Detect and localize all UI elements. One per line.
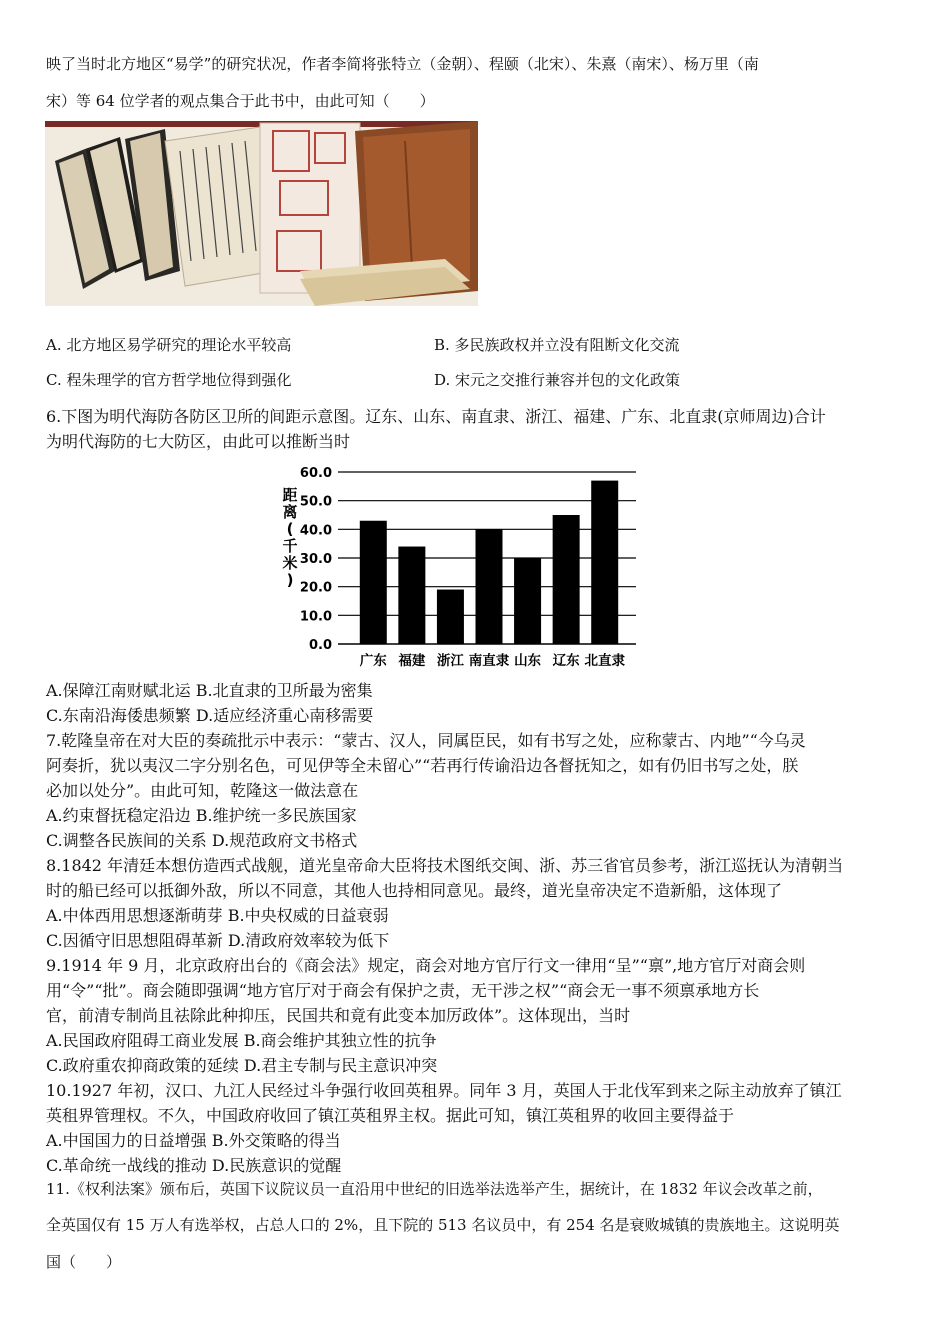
q7-stem-line-1: 7.乾隆皇帝在对大臣的奏疏批示中表示：“蒙古、汉人，同属臣民，如有书写之处，应称蒙古、内地”“今乌灵 [46,731,806,750]
q7-options-cd: C.调整各民族间的关系 D.规范政府文书格式 [46,831,358,850]
y-tick-label: 50.0 [299,494,332,510]
q9-stem-line-1: 9.1914 年 9 月，北京政府出台的《商会法》规定，商会对地方官厅行文一律用“呈”“禀”,地方官厅对商会则 [46,956,806,975]
y-tick-label: 20.0 [299,580,332,596]
q6-options-cd: C.东南沿海倭患频繁 D.适应经济重心南移需要 [46,706,374,725]
q6-stem-line-2: 为明代海防的七大防区，由此可以推断当时 [46,432,351,451]
q6-options-ab: A.保障江南财赋北运 B.北直隶的卫所最为密集 [46,681,373,700]
y-axis-label-char: ) [286,571,294,589]
q7-stem-line-3: 必加以处分”。由此可知，乾隆这一做法意在 [46,781,359,800]
q9-stem-line-3: 官，前清专制尚且祛除此种抑压，民国共和竟有此变本加厉政体”。这体现出，当时 [46,1006,631,1025]
q7-options-ab: A.约束督抚稳定沿边 B.维护统一多民族国家 [46,806,357,825]
q5-stem-line-2: 宋）等 64 位学者的观点集合于此书中，由此可知（ ） [46,92,435,110]
q11-stem-line-2: 全英国仅有 15 万人有选举权，占总人口的 2%，且下院的 513 名议员中，有 254 名是衰败城镇的贵族地主。这说明英 [46,1216,840,1234]
q5-option-d: D. 宋元之交推行兼容并包的文化政策 [434,371,681,389]
q6-stem-line-1: 6.下图为明代海防各防区卫所的间距示意图。辽东、山东、南直隶、浙江、福建、广东、北直隶(京师周边)合计 [46,407,826,426]
bar-北直隶 [591,481,618,644]
y-tick-label: 30.0 [299,552,332,567]
bar-南直隶 [476,529,503,644]
x-tick-label: 辽东 [552,653,580,669]
q10-options-cd: C.革命统一战线的推动 D.民族意识的觉醒 [46,1156,342,1175]
y-axis-label-char: 距 [282,486,298,504]
q10-stem-line-2: 英租界管理权。不久，中国政府收回了镇江英租界主权。据此可知，镇江英租界的收回主要得益于 [46,1106,735,1125]
q9-options-ab: A.民国政府阻碍工商业发展 B.商会维护其独立性的抗争 [46,1031,437,1050]
q10-stem-line-1: 10.1927 年初，汉口、九江人民经过斗争强行收回英租界。同年 3 月，英国人于北伐军到来之际主动放弃了镇江 [46,1081,842,1100]
q8-stem-line-1: 8.1842 年清廷本想仿造西式战舰，道光皇帝命大臣将技术图纸交闽、浙、苏三省官员参考，浙江巡抚认为清朝当 [46,856,844,875]
y-tick-label: 40.0 [299,523,332,539]
q10-options-ab: A.中国国力的日益增强 B.外交策略的得当 [46,1131,341,1150]
book-photo-illustration [45,121,478,306]
q5-option-a: A. 北方地区易学研究的理论水平较高 [46,336,292,354]
x-tick-label: 浙江 [436,653,464,669]
x-tick-label: 福建 [398,653,426,669]
y-tick-label: 10.0 [299,609,332,625]
bar-广东 [360,521,387,644]
chart-y-axis-label [281,486,297,589]
q5-stem-line-1: 映了当时北方地区“易学”的研究状况，作者李简将张特立（金朝）、程颐（北宋）、朱熹（南宋）、杨万里（南 [46,55,759,73]
y-axis-label-char: 米 [282,554,298,572]
x-tick-label: 南直隶 [468,653,510,669]
bar-福建 [398,547,425,644]
q11-stem-line-1: 11.《权利法案》颁布后，英国下议院议员一直沿用中世纪的旧选举法选举产生，据统计，在 1832 年议会改革之前， [46,1180,823,1198]
q8-options-ab: A.中体西用思想逐渐萌芽 B.中央权威的日益衰弱 [46,906,389,925]
q8-options-cd: C.因循守旧思想阻碍革新 D.清政府效率较为低下 [46,931,390,950]
q8-stem-line-2: 时的船已经可以抵御外敌，所以不同意，其他人也持相同意见。最终，道光皇帝决定不造新船，这体现了 [46,881,783,900]
q9-options-cd: C.政府重农抑商政策的延续 D.君主专制与民主意识冲突 [46,1056,438,1075]
defense-distance-bar-chart [270,460,650,672]
q5-option-b: B. 多民族政权并立没有阻断文化交流 [434,336,680,354]
bar-山东 [514,558,541,644]
bar-浙江 [437,590,464,644]
y-tick-label: 60.0 [299,466,332,481]
x-tick-label: 北直隶 [584,653,625,669]
x-tick-label: 广东 [359,653,387,669]
x-tick-label: 山东 [514,653,542,669]
y-axis-label-char: 千 [282,537,298,555]
book-photo [45,121,478,306]
bar-辽东 [553,515,580,644]
q5-option-c: C. 程朱理学的官方哲学地位得到强化 [46,371,292,389]
q7-stem-line-2: 阿奏折，犹以夷汉二字分别名色，可见伊等全未留心”“若再行传谕沿边各督抚知之，如有仍旧书写之处，朕 [46,756,799,775]
y-tick-label: 0.0 [308,638,332,653]
q9-stem-line-2: 用“令”“批”。商会随即强调“地方官厅对于商会有保护之责，无干涉之权”“商会无一事不须禀承地方长 [46,981,760,1000]
y-axis-label-char: ( [286,520,294,538]
q11-stem-line-3: 国（ ） [46,1253,122,1271]
y-axis-label-char: 离 [282,503,298,521]
